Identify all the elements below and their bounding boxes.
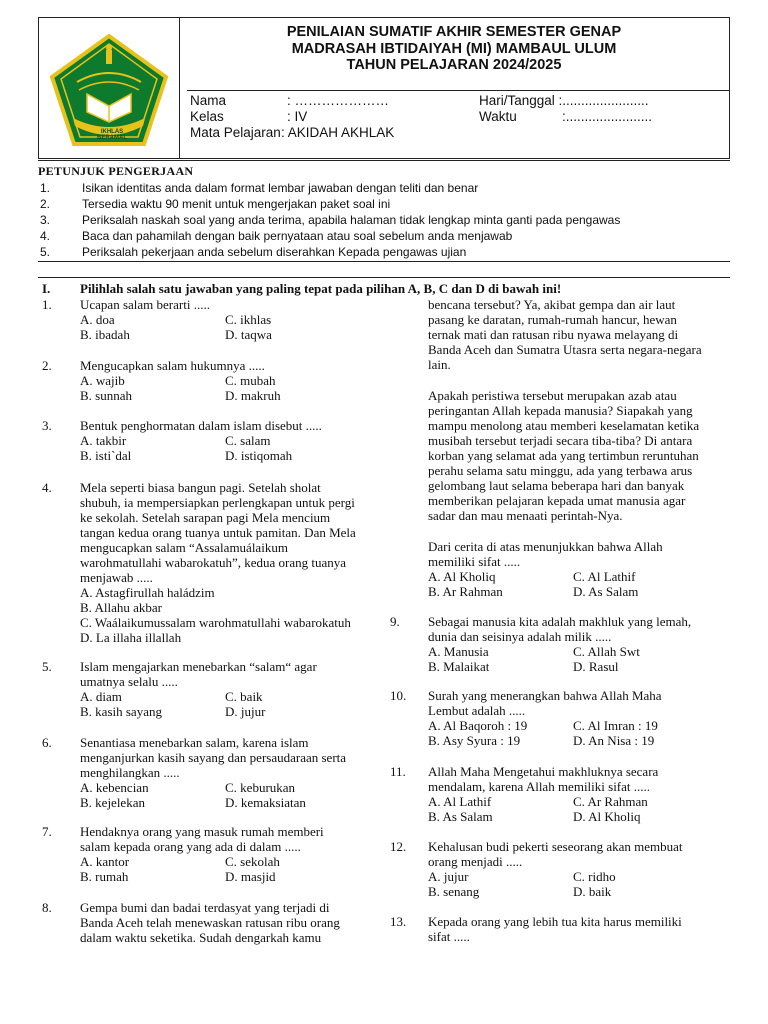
question-10: 10. Surah yang menerangkan bahwa Allah Maha Lembut adalah ..... A. Al Baqoroh : 19 C. Al Imran : 19 B. Asy Syura : 19 D. An Nisa : 19 [390,688,662,748]
option[interactable]: D. masjid [225,869,276,884]
waktu-label: Waktu [479,109,517,124]
option[interactable]: B. isti`dal [80,448,132,463]
instruction-item: 1. Isikan identitas anda dalam format lembar jawaban dengan teliti dan benar [40,181,479,195]
option[interactable]: A. kebencian [80,780,149,795]
question-6: 6. Senantiasa menebarkan salam, karena islam menganjurkan kasih sayang dan persaudaraan serta menghilangkan ..... A. kebencian C. keburukan B. kejelekan D. kemaksiatan [42,735,347,810]
question-8-paragraph-2: Apakah peristiwa tersebut merupakan azab atau peringantan Allah kepada manusia? Siapakah yang mampu menolong atau memberi keselamatan ketika musibah tersebut terjadi secara tiba-tiba? Di antara korban yang selamat ada yang tertimbun reruntuhan perahu selama satu minggu, ada yang terbawa arus gelombang laut selama beberapa hari dan banyak memberikan pelajaran kepada umat manusia agar sadar dan mau menaati perintah-Nya. [428,388,700,523]
option[interactable]: B. kejelekan [80,795,145,810]
option[interactable]: A. Astagfirullah haládzim [80,585,215,600]
mapel-label: Mata Pelajaran [190,125,281,140]
question-13: 13. Kepada orang yang lebih tua kita harus memiliki sifat ..... [390,914,682,944]
option[interactable]: D. La illaha illallah [80,630,182,645]
question-9: 9. Sebagai manusia kita adalah makhluk yang lemah, dunia dan seisinya adalah milik ..... A. Manusia C. Allah Swt B. Malaikat D. Rasul [390,614,692,674]
option[interactable]: D. An Nisa : 19 [573,733,655,748]
option[interactable]: A. Al Baqoroh : 19 [428,718,528,733]
question-8-continued: bencana tersebut? Ya, akibat gempa dan air laut pasang ke daratan, rumah-rumah hancur, hewan ternak mati dan ratusan ribu nyawa melayang di Banda Aceh dan Sumatra Utasra serta negara-negara lain. [428,297,702,372]
option[interactable]: D. istiqomah [225,448,293,463]
divider [38,277,730,278]
question-1: 1. Ucapan salam berarti ..... A. doa C. ikhlas B. ibadah D. taqwa [42,297,272,342]
kelas-label: Kelas [190,109,224,124]
instruction-item: 3. Periksalah naskah soal yang anda terima, apabila halaman tidak lengkap minta ganti pada pengawas [40,213,621,227]
logo-cell [39,18,180,158]
option[interactable]: D. Rasul [573,659,619,674]
option[interactable]: D. makruh [225,388,281,403]
title-line-1: PENILAIAN SUMATIF AKHIR SEMESTER GENAP [286,24,622,40]
question-7: 7. Hendaknya orang yang masuk rumah memberi salam kepada orang yang ada di dalam ..... A. kantor C. sekolah B. rumah D. masjid [42,824,324,884]
option[interactable]: C. sekolah [225,854,280,869]
kelas-value: : IV [287,109,308,124]
exam-title [189,24,719,74]
option[interactable]: B. senang [428,884,480,899]
instructions-title: PETUNJUK PENGERJAAN [38,164,194,178]
option[interactable]: A. doa [80,312,115,327]
option[interactable]: C. Allah Swt [573,644,640,659]
option[interactable]: D. As Salam [573,584,639,599]
option[interactable]: D. baik [573,884,612,899]
question-2: 2. Mengucapkan salam hukumnya ..... A. wajib C. mubah B. sunnah D. makruh [42,358,281,403]
option[interactable]: B. rumah [80,869,129,884]
title-line-3: TAHUN PELAJARAN 2024/2025 [346,57,562,73]
exam-header [38,17,730,159]
option[interactable]: D. taqwa [225,327,272,342]
option[interactable]: A. Al Kholiq [428,569,496,584]
logo-motto: IKHLAS BERAMAL [97,129,127,141]
option[interactable]: D. jujur [225,704,266,719]
question-12: 12. Kehalusan budi pekerti seseorang akan membuat orang menjadi ..... A. jujur C. ridho B. senang D. baik [390,839,683,899]
option[interactable]: C. ikhlas [225,312,272,327]
divider [38,261,730,262]
option[interactable]: A. takbir [80,433,127,448]
option[interactable]: A. kantor [80,854,130,869]
instruction-item: 4. Baca dan pahamilah dengan baik pernyataan atau soal sebelum anda menjawab [40,229,513,243]
option[interactable]: C. ridho [573,869,616,884]
option[interactable]: B. kasih sayang [80,704,162,719]
option[interactable]: C. mubah [225,373,276,388]
question-3: 3. Bentuk penghormatan dalam islam disebut ..... A. takbir C. salam B. isti`dal D. istiqomah [42,418,322,463]
option[interactable]: B. Ar Rahman [428,584,503,599]
option[interactable]: B. sunnah [80,388,132,403]
option[interactable]: C. Waálaikumussalam warohmatullahi wabarokatuh [80,615,351,630]
option[interactable]: A. wajib [80,373,125,388]
hari-tanggal-field[interactable]: Hari/Tanggal :....................... [479,93,649,108]
option[interactable]: C. salam [225,433,271,448]
option[interactable]: B. Malaikat [428,659,490,674]
option[interactable]: A. Manusia [428,644,489,659]
option[interactable]: C. keburukan [225,780,296,795]
question-4: 4. Mela seperti biasa bangun pagi. Setelah sholat shubuh, ia mempersiapkan perlengkapan untuk pergi ke sekolah. Setelah sarapan pagi Mela mencium tangan kedua orang tuanya untuk pamitan. Dan Mela mengucapkan salam “Assalamuálaikum warohmatullahi wabarokatuh”, kedua orang tuanya menjawab ..... A. Astagfirullah haládzim B. Allahu akbar C. Waálaikumussalam warohmatullahi wabarokatuh D. La illaha illallah [38,480,358,645]
identity-block [187,90,730,159]
option[interactable]: C. Ar Rahman [573,794,648,809]
question-8: 8. Gempa bumi dan badai terdasyat yang terjadi di Banda Aceh telah menewaskan ratusan ribu orang dalam waktu seketika. Sudah dengarkah kamu [42,900,340,945]
title-line-2: MADRASAH IBTIDAIYAH (MI) MAMBAUL ULUM [291,40,617,57]
divider [38,160,730,161]
option[interactable]: A. Al Lathif [428,794,492,809]
option[interactable]: B. Asy Syura : 19 [428,733,521,748]
waktu-field[interactable]: :....................... [562,109,653,124]
option[interactable]: B. As Salam [428,809,493,824]
option[interactable]: A. diam [80,689,122,704]
option[interactable]: D. Al Kholiq [573,809,641,824]
option[interactable]: D. kemaksiatan [225,795,306,810]
question-5: 5. Islam mengajarkan menebarkan “salam“ agar umatnya selalu ..... A. diam C. baik B. kasih sayang D. jujur [42,659,317,719]
option[interactable]: A. jujur [428,869,469,884]
option[interactable]: B. ibadah [80,327,130,342]
instruction-item: 2. Tersedia waktu 90 menit untuk mengerjakan paket soal ini [40,197,391,211]
question-11: 11. Allah Maha Mengetahui makhluknya secara mendalam, karena Allah memiliki sifat ..... A. Al Lathif C. Ar Rahman B. As Salam D. Al Kholiq [390,764,659,824]
instruction-item: 5. Periksalah pekerjaan anda sebelum diserahkan Kepada pengawas ujian [40,245,467,259]
option[interactable]: C. baik [225,689,263,704]
option[interactable]: C. Al Imran : 19 [573,718,658,733]
option[interactable]: B. Allahu akbar [80,600,162,615]
mapel-value: : AKIDAH AKHLAK [281,125,395,140]
nama-field[interactable]: : ………………… [287,93,390,108]
instructions [38,164,730,260]
option[interactable]: C. Al Lathif [573,569,636,584]
nama-label: Nama [190,93,227,108]
question-8-prompt: Dari cerita di atas menunjukkan bahwa Allah memiliki sifat ..... A. Al Kholiq C. Al Lathif B. Ar Rahman D. As Salam [428,539,663,599]
